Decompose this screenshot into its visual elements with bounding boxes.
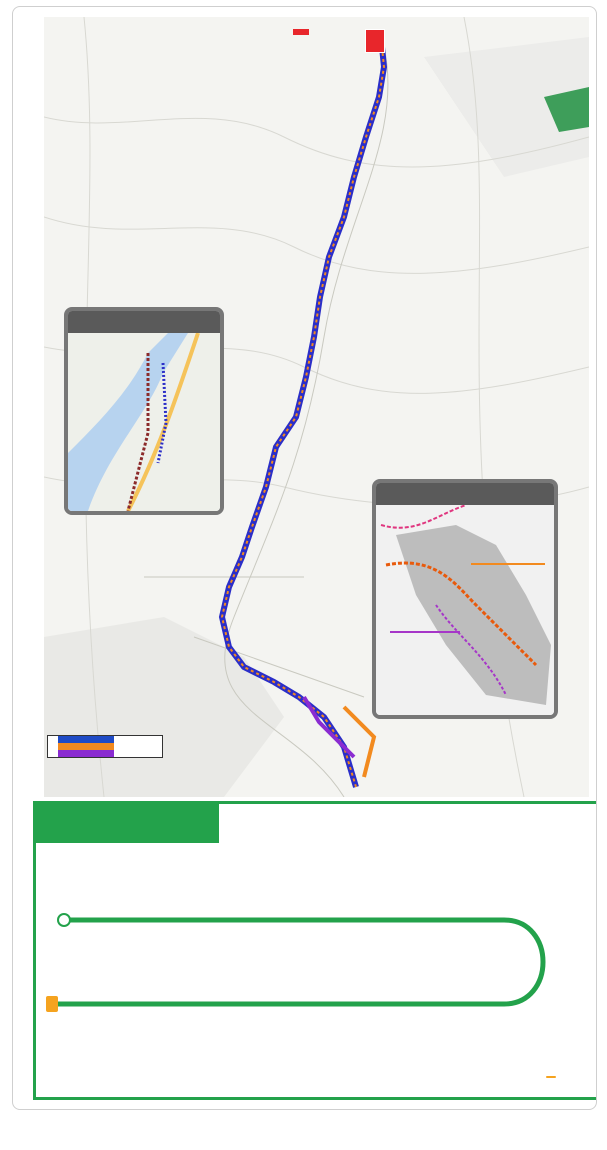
terminal-label[interactable]: [293, 29, 309, 35]
route-map[interactable]: [44, 17, 589, 797]
legend-row: [48, 750, 162, 757]
inset-title: [376, 483, 554, 505]
legend-swatch: [58, 743, 114, 750]
legend-swatch: [58, 750, 114, 757]
guide-line: [36, 804, 593, 1091]
page-frame: [12, 6, 597, 1110]
legend-row: [48, 743, 162, 750]
inset-map: [68, 333, 220, 511]
inset-map: [376, 505, 554, 715]
legend-row: [48, 736, 162, 743]
note-orange: [471, 563, 545, 565]
legend-swatch: [58, 736, 114, 743]
legend: [47, 735, 163, 758]
inset-title: [68, 311, 220, 333]
route-guide: [33, 801, 597, 1100]
terminal-marker: [365, 29, 385, 53]
inset-sasong[interactable]: [372, 479, 558, 719]
inset-sinki-bukjeong[interactable]: [64, 307, 224, 515]
note-purple: [390, 631, 460, 633]
transfer-badge: [546, 1076, 556, 1078]
